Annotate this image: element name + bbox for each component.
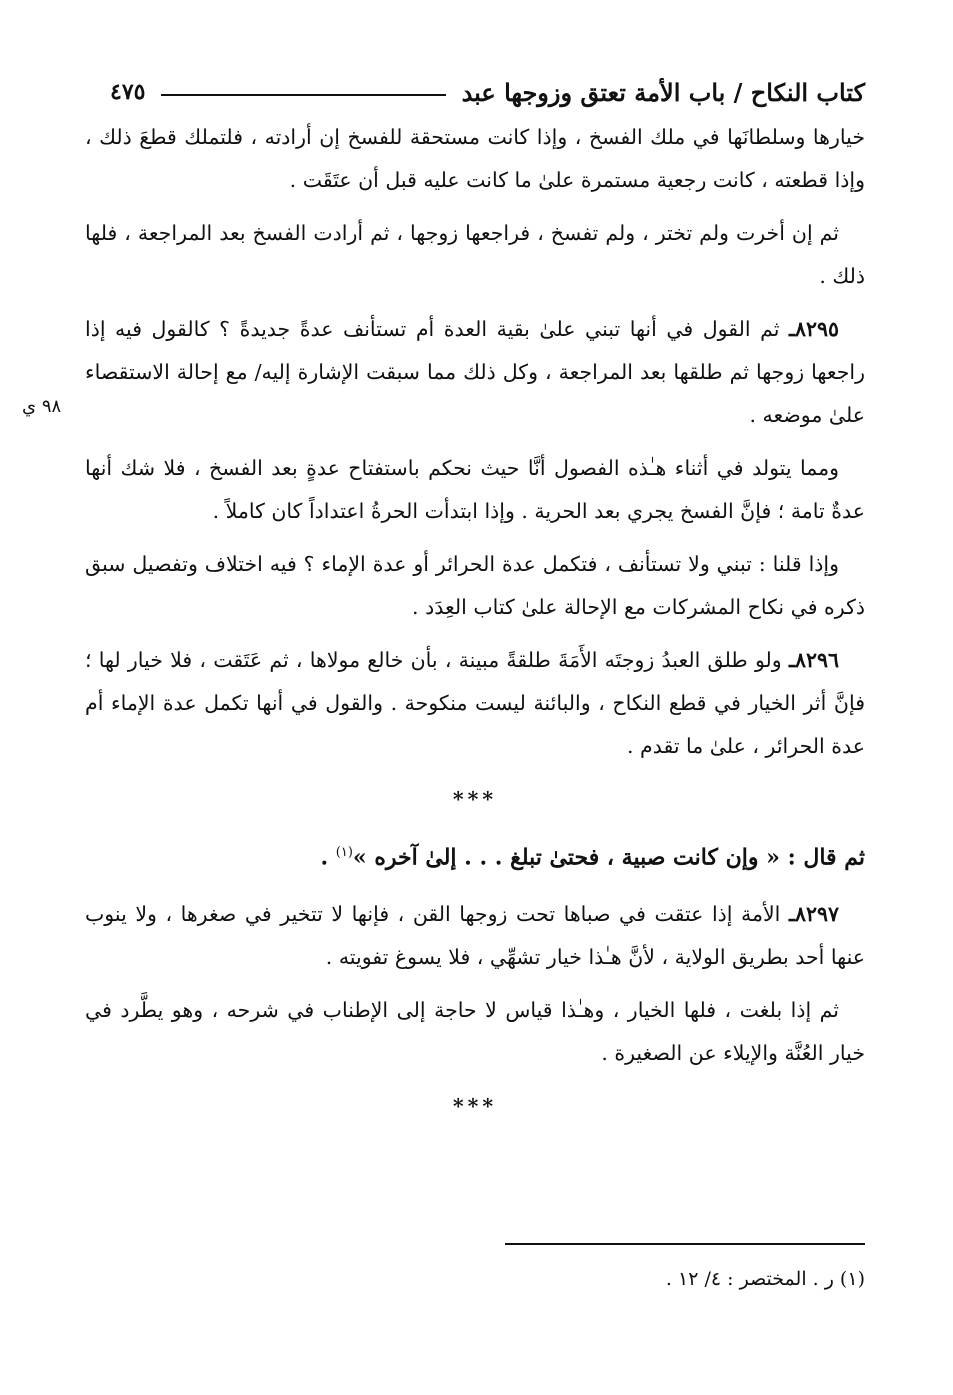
paragraph-text: وإذا قلنا : تبني ولا تستأنف ، فتكمل عدة الحرائر أو عدة الإماء ؟ فيه اختلاف وتفصيل سبق ذكره في نكاح المشركات مع الإحالة علىٰ كتاب العِدَد . xyxy=(85,552,865,619)
paragraph xyxy=(85,543,865,629)
paragraph xyxy=(85,893,865,979)
main-text xyxy=(85,116,865,1138)
heading-end: . xyxy=(320,844,336,871)
paragraph-text: ثم إن أخرت ولم تختر ، ولم تفسخ ، فراجعها زوجها ، ثم أرادت الفسخ بعد المراجعة ، فلها ذلك . xyxy=(85,221,865,288)
paragraph xyxy=(85,116,865,202)
footnote-rule xyxy=(505,1243,865,1245)
page-number: ٤٧٥ xyxy=(110,79,146,105)
paragraph-text: ثم إذا بلغت ، فلها الخيار ، وهـٰذا قياس لا حاجة إلى الإطناب في شرحه ، وهو يطَّرد في خيار العُنَّة والإيلاء عن الصغيرة . xyxy=(85,998,865,1066)
paragraph-number: ٨٢٩٥ـ xyxy=(788,317,839,341)
paragraph-text: ومما يتولد في أثناء هـٰذه الفصول أنَّا حيث نحكم باستفتاح عدةٍ بعد الفسخ ، فلا شك أنها عدةٌ تامة ؛ فإنَّ الفسخ يجري بعد الحرية . وإذا ابتدأت الحرةُ اعتداداً كان كاملاً . xyxy=(85,456,865,523)
margin-note: ٩٨ ي xyxy=(22,396,62,417)
paragraph-text: الأمة إذا عتقت في صباها تحت زوجها القن ، فإنها لا تتخير في صغرها ، ولا ينوب عنها أحد بطريق الولاية ، لأنَّ هـٰذا خيار تشهِّي ، فلا يسوغ تفويته . xyxy=(85,902,865,970)
paragraph-number: ٨٢٩٦ـ xyxy=(788,648,839,672)
section-separator: *** xyxy=(452,787,498,811)
paragraph xyxy=(85,639,865,768)
paragraph-text: خيارها وسلطانَها في ملك الفسخ ، وإذا كانت مستحقة للفسخ إن أرادته ، فلتملك قطعَ ذلك ، وإذا قطعته ، كانت رجعية مستمرة علىٰ ما كانت عليه قبل أن عتَقَت . xyxy=(85,125,865,192)
paragraph xyxy=(85,212,865,298)
paragraph-text: ثم القول في أنها تبني علىٰ بقية العدة أم تستأنف عدةً جديدةً ؟ كالقول فيه إذا راجعها زوجها ثم طلقها بعد المراجعة ، وكل ذلك مما سبقت الإشارة إليه/ مع إحالة الاستقصاء علىٰ موضعه . xyxy=(85,317,865,427)
footnote-reference[interactable]: (١) xyxy=(335,845,353,860)
paragraph-number: ٨٢٩٧ـ xyxy=(788,902,839,927)
section-heading xyxy=(85,831,865,879)
running-header xyxy=(110,72,865,112)
chapter-title: كتاب النكاح / باب الأمة تعتق وزوجها عبد xyxy=(461,77,865,107)
heading-text: ثم قال : « وإن كانت صبية ، فحتىٰ تبلغ . . . إلىٰ آخره » xyxy=(352,844,865,871)
paragraph xyxy=(85,447,865,533)
paragraph xyxy=(85,989,865,1075)
paragraph-text: ولو طلق العبدُ زوجتَه الأَمَةَ طلقةً مبينة ، بأن خالع مولاها ، ثم عَتَقت ، فلا خيار لها ؛ فإنَّ أثر الخيار في قطع النكاح ، والبائنة ليست منكوحة . والقول في أنها تكمل عدة الإماء أم عدة الحرائر ، علىٰ ما تقدم . xyxy=(85,648,865,758)
paragraph xyxy=(85,308,865,437)
footnote: (١) ر . المختصر : ٤/ ١٢ . xyxy=(665,1268,865,1290)
header-rule xyxy=(161,94,445,96)
section-separator: *** xyxy=(452,1094,498,1119)
